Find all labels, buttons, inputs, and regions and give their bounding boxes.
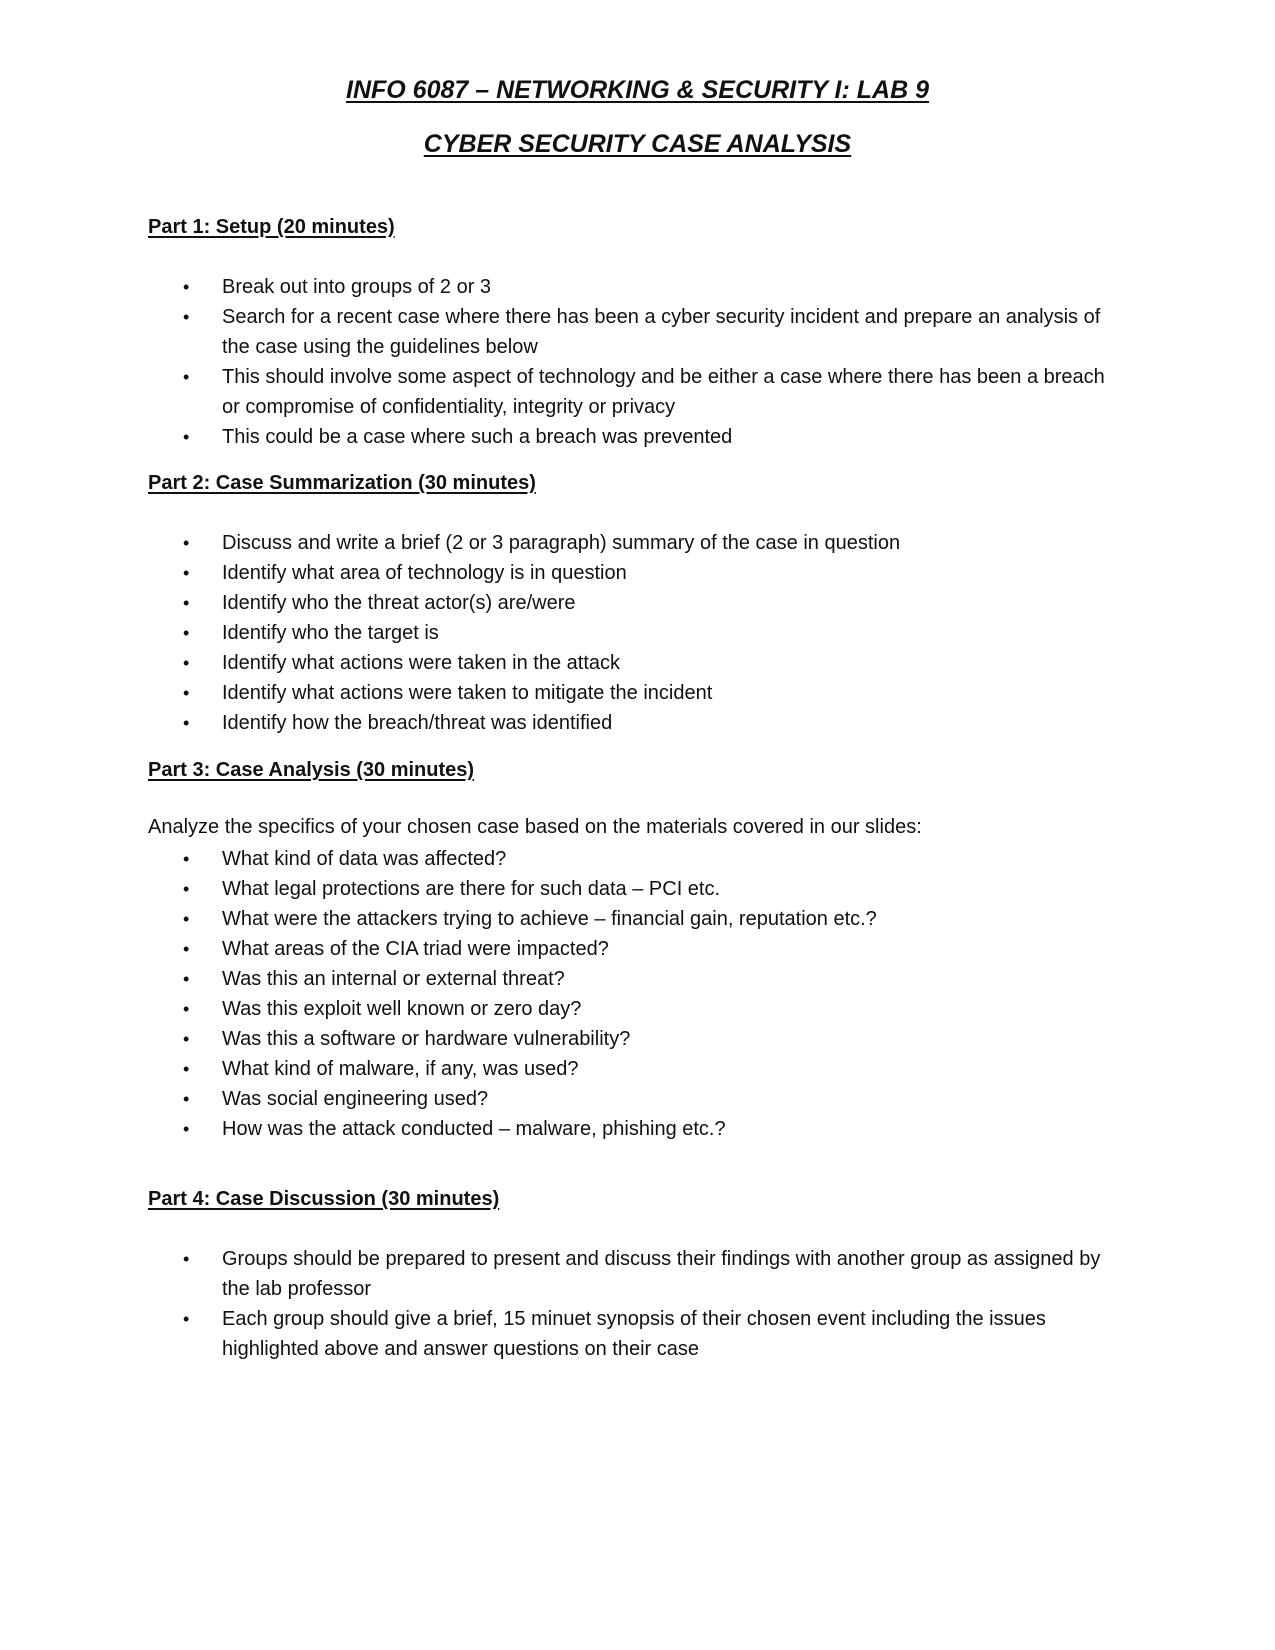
bullet-icon: • (183, 1029, 190, 1049)
bullet-icon: • (183, 1059, 190, 1079)
list-item (0, 1024, 1122, 1054)
list-item (0, 1244, 1122, 1304)
list-item-text: What kind of malware, if any, was used? (222, 1058, 579, 1080)
part-1-heading: Part 1: Setup (20 minutes) (148, 216, 395, 238)
list-item-text: What kind of data was affected? (222, 848, 507, 870)
bullet-icon: • (183, 879, 190, 899)
bullet-icon: • (183, 1249, 190, 1269)
document-subtitle: CYBER SECURITY CASE ANALYSIS (423, 130, 852, 158)
list-item-text: Identify who the threat actor(s) are/were (222, 592, 576, 614)
list-item (0, 362, 1122, 422)
list-item-text: What legal protections are there for such data – PCI etc. (222, 878, 721, 900)
part-3-intro: Analyze the specifics of your chosen case based on the materials covered in our slides: (148, 816, 922, 838)
bullet-icon: • (183, 307, 190, 327)
list-item-text: This could be a case where such a breach was prevented (222, 426, 733, 448)
bullet-icon: • (183, 367, 190, 387)
list-item-text: Identify who the target is (222, 622, 439, 644)
list-item (0, 558, 1122, 588)
bullet-icon: • (183, 969, 190, 989)
list-item (0, 934, 1122, 964)
list-item-text: Identify what actions were taken to mitigate the incident (222, 682, 713, 704)
bullet-icon: • (183, 563, 190, 583)
bullet-icon: • (183, 1119, 190, 1139)
bullet-icon: • (183, 713, 190, 733)
list-item (0, 964, 1122, 994)
bullet-icon: • (183, 1309, 190, 1329)
part-2-list (0, 528, 1275, 738)
bullet-icon: • (183, 623, 190, 643)
list-item-text: Identify what area of technology is in question (222, 562, 627, 584)
list-item (0, 994, 1122, 1024)
list-item (0, 904, 1122, 934)
list-item (0, 1304, 1122, 1364)
list-item-text: Was this exploit well known or zero day? (222, 998, 582, 1020)
bullet-icon: • (183, 653, 190, 673)
list-item (0, 678, 1122, 708)
bullet-icon: • (183, 533, 190, 553)
list-item (0, 618, 1122, 648)
part-4-list (0, 1244, 1275, 1364)
list-item-text: Identify how the breach/threat was identified (222, 712, 613, 734)
bullet-icon: • (183, 909, 190, 929)
list-item-text: What areas of the CIA triad were impacted? (222, 938, 609, 960)
list-item-text: Each group should give a brief, 15 minuet synopsis of their chosen event including the issues highlighted above and answer questions on their case (222, 1308, 1046, 1360)
document-title: INFO 6087 – NETWORKING & SECURITY I: LAB 9 (346, 76, 929, 104)
bullet-icon: • (183, 427, 190, 447)
list-item-text: Was social engineering used? (222, 1088, 489, 1110)
list-item (0, 1054, 1122, 1084)
bullet-icon: • (183, 683, 190, 703)
list-item (0, 422, 1122, 452)
list-item (0, 302, 1122, 362)
bullet-icon: • (183, 939, 190, 959)
list-item-text: Was this a software or hardware vulnerability? (222, 1028, 631, 1050)
list-item (0, 708, 1122, 738)
list-item-text: How was the attack conducted – malware, phishing etc.? (222, 1118, 726, 1140)
list-item (0, 588, 1122, 618)
list-item-text: Search for a recent case where there has been a cyber security incident and prepare an analysis of the case using the guidelines below (222, 306, 1101, 358)
bullet-icon: • (183, 999, 190, 1019)
list-item (0, 272, 1122, 302)
list-item-text: Identify what actions were taken in the attack (222, 652, 620, 674)
part-3-list (0, 844, 1275, 1144)
list-item-text: Groups should be prepared to present and discuss their findings with another group as assigned by the lab professor (222, 1248, 1101, 1300)
list-item-text: Break out into groups of 2 or 3 (222, 276, 492, 298)
list-item (0, 874, 1122, 904)
list-item-text: Discuss and write a brief (2 or 3 paragraph) summary of the case in question (222, 532, 901, 554)
list-item (0, 1084, 1122, 1114)
list-item-text: What were the attackers trying to achieve – financial gain, reputation etc.? (222, 908, 877, 930)
bullet-icon: • (183, 277, 190, 297)
list-item (0, 648, 1122, 678)
bullet-icon: • (183, 593, 190, 613)
list-item-text: This should involve some aspect of technology and be either a case where there has been a breach or compromise of confidentiality, integrity or privacy (222, 366, 1105, 418)
list-item (0, 528, 1122, 558)
part-4-heading: Part 4: Case Discussion (30 minutes) (148, 1188, 500, 1210)
bullet-icon: • (183, 1089, 190, 1109)
part-1-list (0, 272, 1275, 452)
list-item (0, 844, 1122, 874)
part-2-heading: Part 2: Case Summarization (30 minutes) (148, 472, 536, 494)
list-item-text: Was this an internal or external threat? (222, 968, 565, 990)
list-item (0, 1114, 1122, 1144)
bullet-icon: • (183, 849, 190, 869)
part-3-heading: Part 3: Case Analysis (30 minutes) (148, 759, 475, 781)
